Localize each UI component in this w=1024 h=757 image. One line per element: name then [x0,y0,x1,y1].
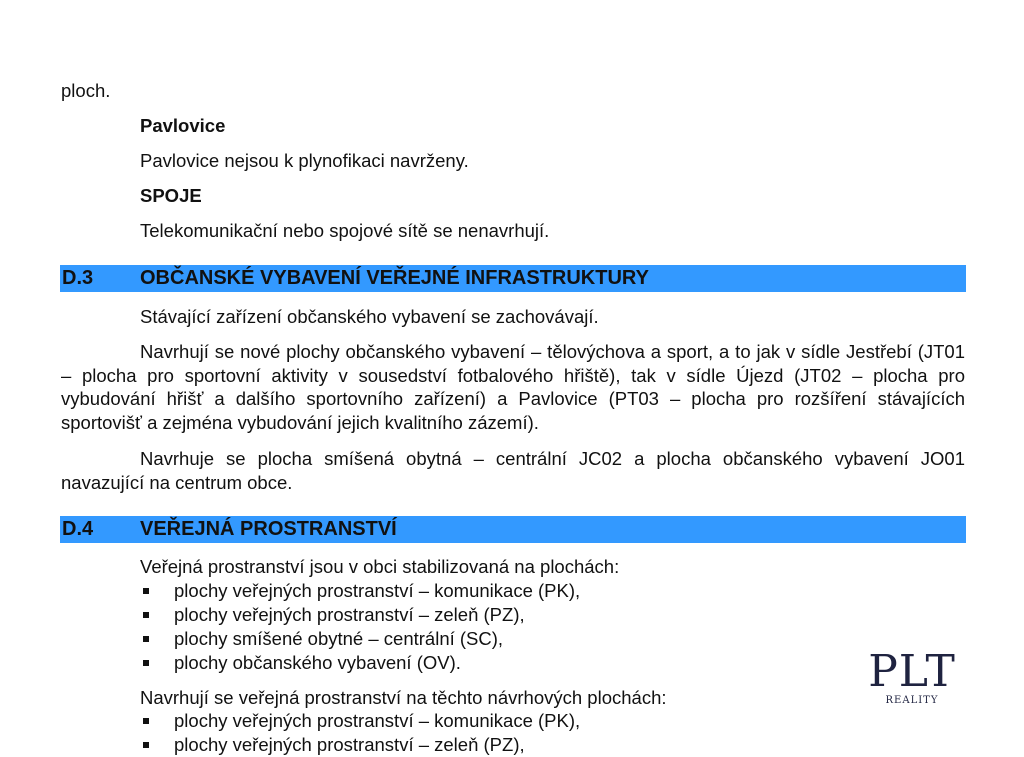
plt-reality-logo [860,648,964,714]
list-item-text: plochy veřejných prostranství – komunikace (PK), [174,710,581,731]
section-title: OBČANSKÉ VYBAVENÍ VEŘEJNÉ INFRASTRUKTURY [140,267,649,289]
section-number: D.3 [62,267,94,289]
logo-wordmark: PLT [868,646,956,697]
d4-intro-1: Veřejná prostranství jsou v obci stabilizovaná na plochách: [140,556,620,577]
list-item-text: plochy veřejných prostranství – zeleň (PZ), [174,734,525,755]
list-item-text: plochy smíšené obytné – centrální (SC), [174,628,504,649]
list-item-text: plochy veřejných prostranství – komunikace (PK), [174,580,581,601]
section-title: VEŘEJNÁ PROSTRANSTVÍ [140,518,397,540]
section-heading-d3 [60,265,966,292]
pavlovice-text: Pavlovice nejsou k plynofikaci navrženy. [140,150,469,171]
continued-text: ploch. [61,80,111,101]
bullet-icon [143,588,149,594]
logo-subtitle: REALITY [885,695,939,706]
d3-paragraph-2: Navrhují se nové plochy občanského vybavení – tělovýchova a sport, a to jak v sídle Jestřebí (JT01 – plocha pro sportovní aktivity v sousedství fotbalového hřiště), tak v sídle Újezd (JT02 – plocha pro vybudování hřišť a dalšího sportovního zařízení) a Pavlovice (PT03 – plocha pro rozšíření stávajících sportovišť a zejména vybudování jejich kvalitního zázemí). [61,341,965,433]
bullet-icon [143,636,149,642]
subheading-pavlovice: Pavlovice [140,115,226,136]
section-number: D.4 [62,518,94,540]
d3-paragraph-3: Navrhuje se plocha smíšená obytná – centrální JC02 a plocha občanského vybavení JO01 navazující na centrum obce. [61,448,965,493]
d3-paragraph-1: Stávající zařízení občanského vybavení se zachovávají. [140,306,599,327]
bullet-icon [143,612,149,618]
section-heading-d4 [60,516,966,543]
bullet-icon [143,742,149,748]
list-item-text: plochy veřejných prostranství – zeleň (PZ), [174,604,525,625]
spoje-text: Telekomunikační nebo spojové sítě se nenavrhují. [140,220,550,241]
subheading-spoje: SPOJE [140,185,202,206]
bullet-icon [143,718,149,724]
bullet-icon [143,660,149,666]
list-item-text: plochy občanského vybavení (OV). [174,652,461,673]
d4-intro-2: Navrhují se veřejná prostranství na těchto návrhových plochách: [140,687,667,708]
